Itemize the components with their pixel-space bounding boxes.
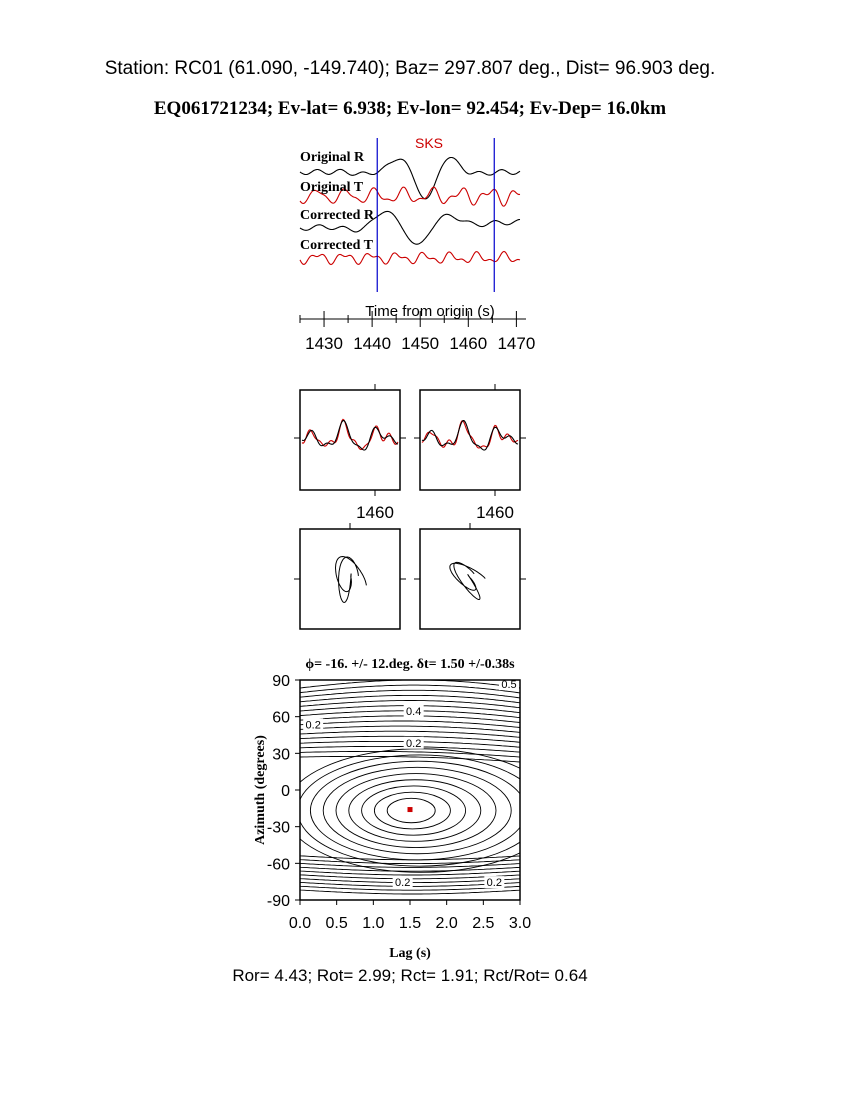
error-surface-panel <box>253 657 557 961</box>
particle-motion-curve <box>450 562 485 599</box>
contour-label: 0.2 <box>395 877 411 890</box>
waveform-tick-label: 1460 <box>476 503 514 522</box>
contour-label: 0.4 <box>406 706 422 718</box>
contour-label: 0.5 <box>501 679 517 692</box>
lag-tick-label: 1.5 <box>398 915 422 932</box>
ratio-summary: Ror= 4.43; Rot= 2.99; Rct= 1.91; Rct/Rot= 0.64 <box>232 966 588 985</box>
trace-label-original-t: Original T <box>300 180 364 195</box>
time-tick-label: 1440 <box>353 334 392 353</box>
waveform-box-right <box>420 390 520 490</box>
lag-tick-label: 2.0 <box>435 915 458 932</box>
lag-tick-label: 1.0 <box>362 915 385 932</box>
seismogram-panel <box>300 135 535 353</box>
contour-closed <box>336 774 496 848</box>
waveform-radial-trace <box>302 421 398 451</box>
trace-label-original-r: Original R <box>300 150 365 165</box>
phase-label: SKS <box>415 135 444 151</box>
contour-closed <box>298 755 542 866</box>
particle-motion-curve <box>336 557 367 603</box>
azimuth-tick-label: 0 <box>281 783 290 800</box>
trace-label-corrected-t: Corrected T <box>300 238 373 253</box>
contour-upper <box>295 721 523 728</box>
contour-closed <box>349 780 481 842</box>
azimuth-tick-label: -90 <box>266 893 290 910</box>
time-tick-label: 1460 <box>449 334 488 353</box>
time-tick-label: 1450 <box>401 334 440 353</box>
contour-label: 0.2 <box>486 877 502 890</box>
azimuth-tick-label: -30 <box>266 819 290 837</box>
particle-motion-box-left <box>300 529 400 629</box>
azimuth-axis-label: Azimuth (degrees) <box>253 735 268 845</box>
azimuth-tick-label: 30 <box>272 746 290 764</box>
time-tick-label: 1430 <box>305 334 343 353</box>
contour-upper <box>295 679 523 692</box>
best-fit-marker <box>408 807 413 812</box>
azimuth-tick-label: 90 <box>272 673 290 690</box>
waveform-comparison-panel <box>294 384 526 522</box>
contour-closed <box>323 767 511 853</box>
contour-label: 0.2 <box>406 737 422 750</box>
trace-corrected-t <box>300 252 520 265</box>
azimuth-tick-label: 60 <box>272 709 290 727</box>
waveform-radial-trace <box>422 421 518 451</box>
azimuth-tick-label: -60 <box>266 856 290 874</box>
particle-motion-panel <box>294 523 526 629</box>
contour-closed <box>310 761 526 860</box>
lag-tick-label: 2.5 <box>472 915 495 932</box>
lag-tick-label: 0.0 <box>288 915 312 932</box>
trace-label-corrected-r: Corrected R <box>300 208 374 223</box>
lag-axis-label: Lag (s) <box>389 946 431 961</box>
error-surface-title: ϕ= -16. +/- 12.deg. δt= 1.50 +/-0.38s <box>305 657 515 672</box>
time-tick-label: 1470 <box>497 334 536 353</box>
waveform-tick-label: 1460 <box>356 503 394 522</box>
particle-motion-box-right <box>420 529 520 629</box>
contour-upper <box>295 685 523 693</box>
time-axis-label: Time from origin (s) <box>365 303 495 320</box>
contour-upper <box>295 690 523 698</box>
contour-label: 0.2 <box>305 719 321 732</box>
lag-tick-label: 0.5 <box>325 915 348 932</box>
event-info: EQ061721234; Ev-lat= 6.938; Ev-lon= 92.454; Ev-Dep= 16.0km <box>153 98 667 119</box>
station-info: Station: RC01 (61.090, -149.740); Baz= 297.807 deg., Dist= 96.903 deg. <box>104 58 716 79</box>
lag-tick-label: 3.0 <box>508 915 532 932</box>
contour-upper <box>295 695 523 703</box>
